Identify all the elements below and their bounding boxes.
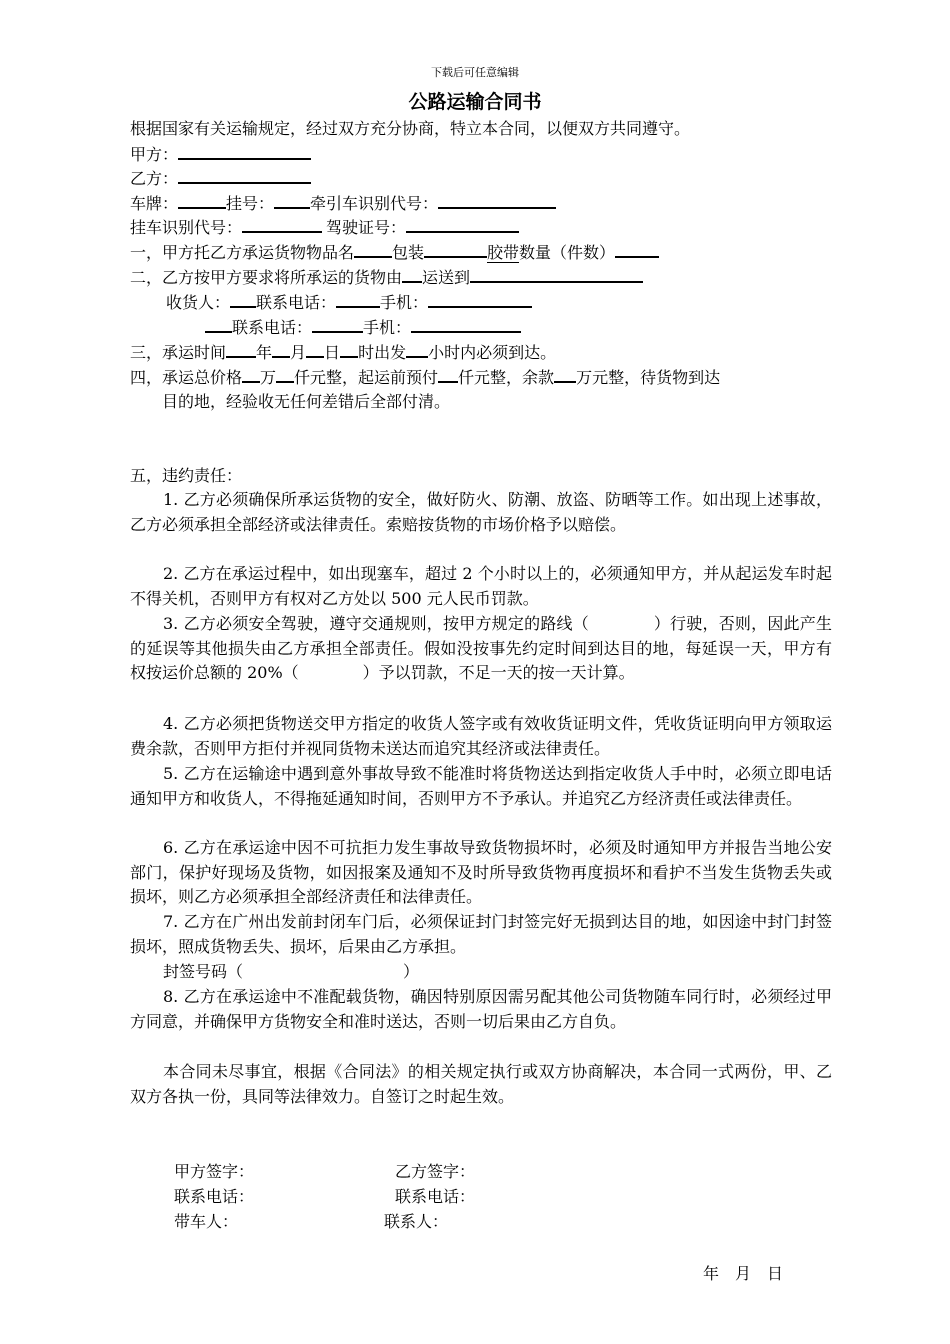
item-3: 3. 乙方必须安全驾驶，遵守交通规则，按甲方规定的路线（ ）行驶，否则，因此产生的延误等其他损失由乙方承担全部责任。假如没按事先约定时间到达目的地，每延误一天，甲方有权按运价总额的 20%（ ）予以罚款，不足一天的按一天计算。 <box>130 614 832 683</box>
party-a-signature-label: 甲方签字： <box>174 1162 255 1181</box>
clause-4-text-c: 仟元整，起运前预付 <box>294 368 439 387</box>
vehicle-line-1 <box>130 191 556 216</box>
month-blank[interactable] <box>272 340 290 358</box>
item-4: 4. 乙方必须把货物送交甲方指定的收货人签字或有效收货证明文件，凭收货证明向甲方领取运费余款，否则甲方拒付并视同货物未送达而追究其经济或法律责任。 <box>130 714 832 758</box>
contact-person-label: 联系人： <box>384 1212 449 1231</box>
item-8: 8. 乙方在承运途中不准配载货物，确因特别原因需另配其他公司货物随车同行时，必须经过甲方同意，并确保甲方货物安全和准时送达，否则一切后果由乙方自负。 <box>130 987 832 1031</box>
date-year: 年 <box>703 1264 720 1283</box>
vehicle-line-2 <box>130 215 519 240</box>
clause-3-text-f: 小时内必须到达。 <box>428 343 557 362</box>
party-b-blank[interactable] <box>178 166 311 184</box>
party-b-line <box>130 166 311 191</box>
contact2-mobile-blank[interactable] <box>411 315 521 333</box>
clause-5-heading: 五，违约责任： <box>130 466 243 485</box>
item-5: 5. 乙方在运输途中遇到意外事故导致不能准时将货物送达到指定收货人手中时，必须立即电话通知甲方和收货人，不得拖延通知时间，否则甲方不予承认。并追究乙方经济责任或法律责任。 <box>130 764 832 808</box>
consignee-line <box>166 290 532 315</box>
clause-1-text-a: 一，甲方托乙方承运货物物品名 <box>130 243 355 262</box>
trailer-vin-blank[interactable] <box>242 215 322 233</box>
license-label: 驾驶证号： <box>326 218 407 237</box>
clause-3 <box>130 340 556 365</box>
receiver-mobile-label: 手机： <box>380 293 429 312</box>
clause-4-text-b: 万 <box>260 368 277 387</box>
party-a-label: 甲方： <box>130 145 179 164</box>
clause-1-text-d: 数量（件数） <box>519 243 616 262</box>
date-month: 月 <box>735 1264 752 1283</box>
contact2-phone-label: 联系电话： <box>232 318 313 337</box>
goods-name-blank[interactable] <box>354 240 392 258</box>
party-a-blank[interactable] <box>178 142 311 160</box>
contact2-phone-blank[interactable] <box>312 315 363 333</box>
prepay-blank[interactable] <box>438 365 458 383</box>
packaging-value: 胶带 <box>487 243 520 262</box>
item-6: 6. 乙方在承运途中因不可抗拒力发生事故导致货物损坏时，必须及时通知甲方并报告当地公安部门，保护好现场及货物，如因报案及通知不及时所导致货物再度损坏和看护不当发生货物丢失或损坏，则乙方必须承担全部经济责任和法律责任。 <box>130 838 832 907</box>
clause-3-text-e: 时出发 <box>358 343 407 362</box>
date-day: 日 <box>767 1264 784 1283</box>
party-b-label: 乙方： <box>130 169 179 188</box>
document-title: 公路运输合同书 <box>408 91 542 113</box>
clause-4-text-d: 仟元整，余款 <box>458 368 555 387</box>
clause-4-text-e: 万元整，待货物到达 <box>576 368 721 387</box>
trailer-vin-label: 挂车识别代号： <box>130 218 243 237</box>
hours-limit-blank[interactable] <box>406 340 428 358</box>
hour-blank[interactable] <box>340 340 358 358</box>
packaging-blank[interactable] <box>424 240 487 258</box>
contact2-mobile-label: 手机： <box>363 318 412 337</box>
total-wan-blank[interactable] <box>242 365 260 383</box>
clause-3-month: 月 <box>290 343 307 362</box>
party-b-signature-label: 乙方签字： <box>395 1162 476 1181</box>
year-blank[interactable] <box>226 340 256 358</box>
origin-blank[interactable] <box>402 265 422 283</box>
clause-3-text-a: 三，承运时间 <box>130 343 227 362</box>
item-1: 1. 乙方必须确保所承运货物的安全，做好防火、防潮、放盗、防晒等工作。如出现上述事故，乙方必须承担全部经济或法律责任。索赔按货物的市场价格予以赔偿。 <box>130 490 832 534</box>
contact-line-2 <box>205 315 521 340</box>
receiver-label: 收货人： <box>166 293 231 312</box>
intro-line: 根据国家有关运输规定，经过双方充分协商，特立本合同，以便双方共同遵守。 <box>130 119 691 138</box>
party-a-phone-label: 联系电话： <box>174 1187 255 1206</box>
trailer-no-label: 挂号： <box>226 194 275 213</box>
balance-blank[interactable] <box>554 365 576 383</box>
tractor-vin-blank[interactable] <box>438 191 556 209</box>
tractor-vin-label: 牵引车识别代号： <box>310 194 439 213</box>
receiver-phone-label: 联系电话： <box>256 293 337 312</box>
clause-3-day: 日 <box>324 343 341 362</box>
party-a-line <box>130 142 311 167</box>
closing-paragraph: 本合同未尽事宜，根据《合同法》的相关规定执行或双方协商解决，本合同一式两份，甲、乙双方各执一份，具同等法律效力。自签订之时起生效。 <box>130 1062 832 1106</box>
seal-number: 封签号码（ ） <box>163 962 420 981</box>
clause-3-year: 年 <box>256 343 273 362</box>
clause-1-text-b: 包装 <box>392 243 425 262</box>
clause-4 <box>130 365 720 390</box>
license-blank[interactable] <box>406 215 519 233</box>
destination-blank[interactable] <box>470 265 643 283</box>
clause-2-text-a: 二，乙方按甲方要求将所承运的货物由 <box>130 268 403 287</box>
driver-label: 带车人： <box>174 1212 239 1231</box>
clause-2-text-b: 运送到 <box>422 268 471 287</box>
receiver-blank[interactable] <box>230 290 256 308</box>
header-note: 下载后可任意编辑 <box>431 66 519 79</box>
signing-date <box>703 1262 799 1286</box>
day-blank[interactable] <box>306 340 324 358</box>
plate-label: 车牌： <box>130 194 179 213</box>
trailer-no-blank[interactable] <box>274 191 310 209</box>
clause-4-text-a: 四，承运总价格 <box>130 368 243 387</box>
clause-4-line-2: 目的地，经验收无任何差错后全部付清。 <box>162 392 451 411</box>
total-qian-blank[interactable] <box>276 365 294 383</box>
quantity-blank[interactable] <box>615 240 659 258</box>
item-7: 7. 乙方在广州出发前封闭车门后，必须保证封门封签完好无损到达目的地，如因途中封门封签损坏，照成货物丢失、损坏，后果由乙方承担。 <box>130 912 832 956</box>
clause-2 <box>130 265 643 290</box>
receiver-phone-blank[interactable] <box>336 290 380 308</box>
clause-1 <box>130 240 659 265</box>
item-2: 2. 乙方在承运过程中，如出现塞车，超过 2 个小时以上的，必须通知甲方，并从起运发车时起不得关机，否则甲方有权对乙方处以 500 元人民币罚款。 <box>130 564 832 608</box>
receiver-mobile-blank[interactable] <box>428 290 532 308</box>
plate-blank[interactable] <box>178 191 226 209</box>
contact2-name-blank[interactable] <box>205 315 232 333</box>
party-b-phone-label: 联系电话： <box>395 1187 476 1206</box>
